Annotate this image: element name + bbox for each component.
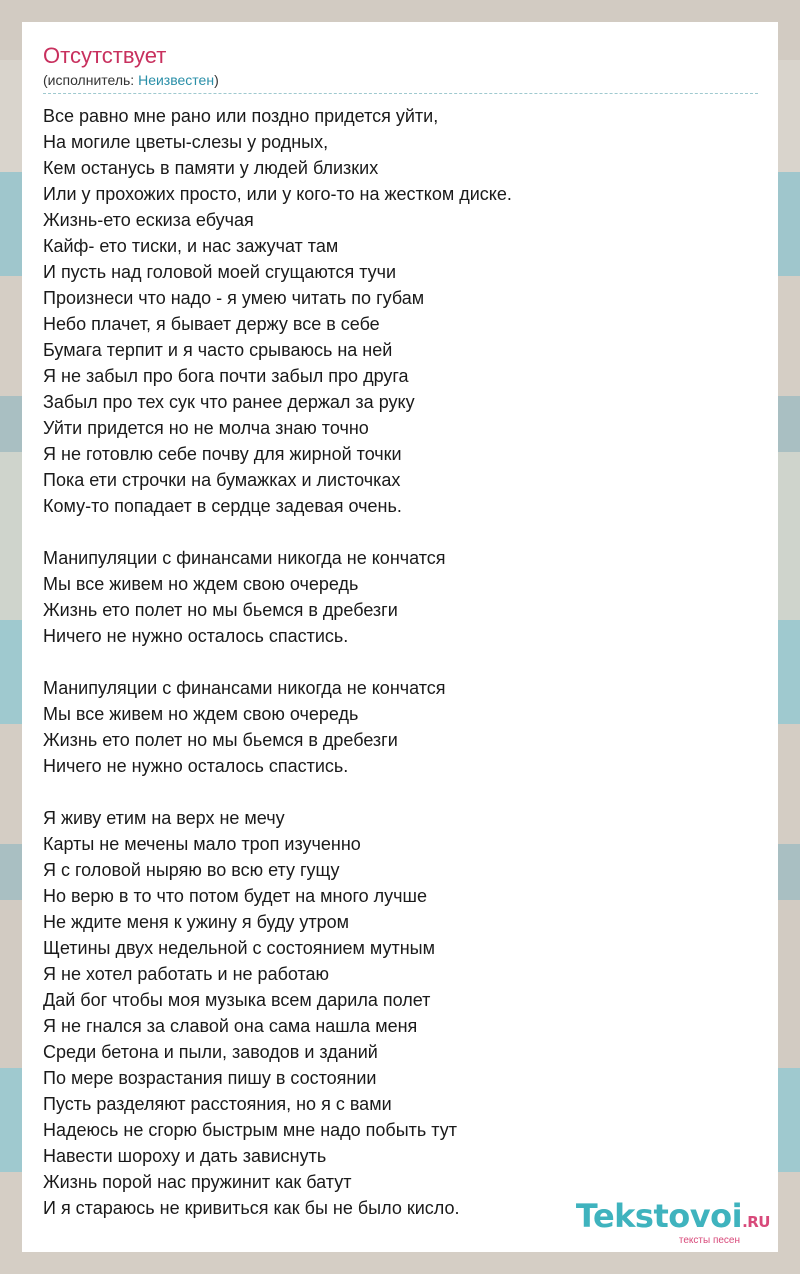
lyric-line: Кем останусь в памяти у людей близких xyxy=(43,158,379,178)
lyrics-text xyxy=(43,103,758,1221)
lyrics-card xyxy=(22,22,778,1252)
lyric-line: По мере возрастания пишу в состоянии xyxy=(43,1068,377,1088)
lyric-line: Мы все живем но ждем свою очередь xyxy=(43,574,359,594)
lyric-line: Щетины двух недельной с состоянием мутным xyxy=(43,938,435,958)
lyric-line: Я не гнался за славой она сама нашла меня xyxy=(43,1016,418,1036)
lyric-line: И я стараюсь не кривиться как бы не было кисло. xyxy=(43,1198,460,1218)
lyric-line: Жизнь порой нас пружинит как батут xyxy=(43,1172,352,1192)
lyric-line: Ничего не нужно осталось спастись. xyxy=(43,626,349,646)
lyric-line: Или у прохожих просто, или у кого-то на жестком диске. xyxy=(43,184,512,204)
lyric-line: Жизнь ето полет но мы бьемся в дребезги xyxy=(43,730,398,750)
lyric-line: Карты не мечены мало троп изученно xyxy=(43,834,361,854)
logo-tagline: тексты песен xyxy=(678,1235,740,1246)
lyric-line: На могиле цветы-слезы у родных, xyxy=(43,132,329,152)
lyric-line: Среди бетона и пыли, заводов и зданий xyxy=(43,1042,378,1062)
lyric-line: Манипуляции с финансами никогда не кончатся xyxy=(43,548,446,568)
lyric-line: Ничего не нужно осталось спастись. xyxy=(43,756,349,776)
lyric-line: Жизнь ето полет но мы бьемся в дребезги xyxy=(43,600,398,620)
stanza-break xyxy=(43,649,758,675)
lyric-line: Я не готовлю себе почву для жирной точки xyxy=(43,444,402,464)
lyric-line: И пусть над головой моей сгущаются тучи xyxy=(43,262,397,282)
lyric-line: Небо плачет, я бывает держу все в себе xyxy=(43,314,380,334)
lyric-line: Все равно мне рано или поздно придется уйти, xyxy=(43,106,439,126)
lyric-line: Забыл про тех сук что ранее держал за руку xyxy=(43,392,415,412)
lyric-line: Жизнь-ето ескиза ебучая xyxy=(43,210,254,230)
site-logo[interactable] xyxy=(576,1199,770,1246)
lyric-line: Бумага терпит и я часто срываюсь на ней xyxy=(43,340,393,360)
lyric-line: Я не хотел работать и не работаю xyxy=(43,964,330,984)
artist-link[interactable]: Неизвестен xyxy=(138,72,215,88)
lyric-line: Кайф- ето тиски, и нас зажучат там xyxy=(43,236,339,256)
logo-wordmark xyxy=(576,1199,770,1239)
lyric-line: Я с головой ныряю во всю ету гущу xyxy=(43,860,340,880)
lyric-line: Пока ети строчки на бумажках и листочках xyxy=(43,470,401,490)
lyric-line: Но верю в то что потом будет на много лучше xyxy=(43,886,428,906)
lyric-line: Произнеси что надо - я умею читать по губам xyxy=(43,288,425,308)
lyric-line: Я не забыл про бога почти забыл про друга xyxy=(43,366,409,386)
lyric-line: Манипуляции с финансами никогда не кончатся xyxy=(43,678,446,698)
lyric-line: Мы все живем но ждем свою очередь xyxy=(43,704,359,724)
song-title: Отсутствует xyxy=(43,43,167,68)
lyric-line: Навести шороху и дать зависнуть xyxy=(43,1146,327,1166)
stanza-break xyxy=(43,779,758,805)
artist-prefix: (исполнитель: xyxy=(43,72,139,88)
lyric-line: Надеюсь не сгорю быстрым мне надо побыть тут xyxy=(43,1120,457,1140)
lyric-line: Я живу етим на верх не мечу xyxy=(43,808,285,828)
artist-line xyxy=(43,70,758,94)
lyric-line: Кому-то попадает в сердце задевая очень. xyxy=(43,496,402,516)
lyric-line: Дай бог чтобы моя музыка всем дарила полет xyxy=(43,990,431,1010)
artist-suffix: ) xyxy=(214,72,219,88)
stanza-break xyxy=(43,519,758,545)
logo-name: Tekstovoi xyxy=(575,1197,743,1235)
lyric-line: Пусть разделяют расстояния, но я с вами xyxy=(43,1094,392,1114)
logo-tld: .RU xyxy=(742,1213,770,1231)
lyric-line: Уйти придется но не молча знаю точно xyxy=(43,418,369,438)
lyric-line: Не ждите меня к ужину я буду утром xyxy=(43,912,350,932)
